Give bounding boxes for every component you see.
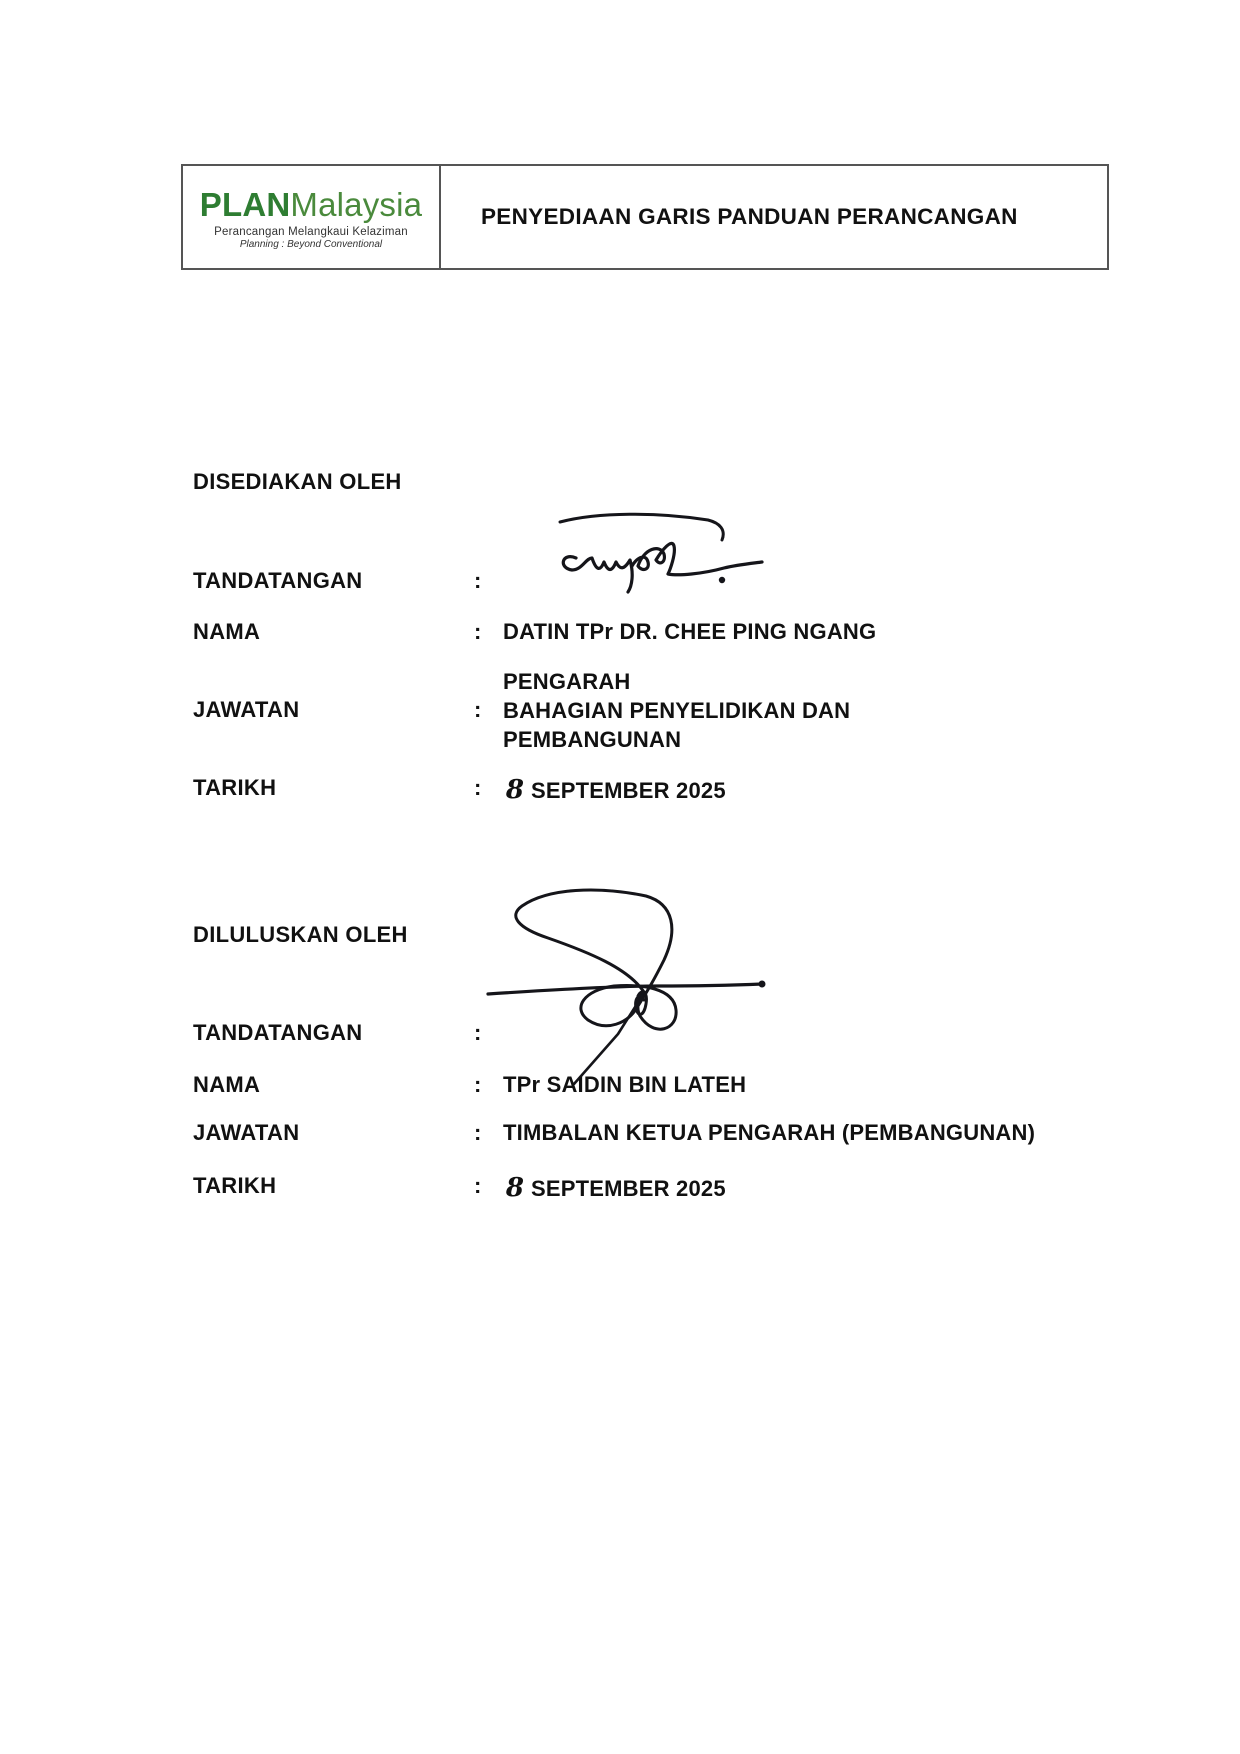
prepared-name-label: NAMA — [193, 619, 261, 644]
signature-dot — [759, 981, 765, 987]
separator-colon: : — [474, 1173, 482, 1198]
signature-dot — [720, 578, 724, 582]
logo-plan-text: PLAN — [199, 186, 291, 223]
signature-stroke — [563, 543, 762, 592]
signature-stroke — [516, 890, 676, 1029]
logo-tagline-english: Planning : Beyond Conventional — [239, 239, 383, 250]
approved-date-label: TARIKH — [193, 1173, 277, 1198]
separator-colon: : — [474, 1020, 482, 1045]
approved-name-row — [193, 1072, 1123, 1112]
logo-wordmark — [200, 188, 422, 221]
planmalaysia-logo — [183, 166, 441, 268]
separator-colon: : — [474, 619, 482, 644]
prepared-position-line: PEMBANGUNAN — [503, 727, 682, 752]
prepared-signature-label: TANDATANGAN — [193, 568, 363, 593]
handwritten-day: 8 — [505, 1173, 525, 1203]
prepared-position-line: PENGARAH — [503, 669, 631, 694]
approved-signature-label: TANDATANGAN — [193, 1020, 363, 1045]
separator-colon: : — [474, 1120, 482, 1145]
prepared-by-heading: DISEDIAKAN OLEH — [193, 469, 402, 494]
approved-date-month-year: SEPTEMBER 2025 — [531, 1176, 726, 1201]
prepared-position — [503, 667, 850, 754]
document-title: PENYEDIAAN GARIS PANDUAN PERANCANGAN — [481, 204, 1018, 229]
approved-position-row — [193, 1120, 1123, 1160]
approved-position-label: JAWATAN — [193, 1120, 300, 1145]
prepared-signature — [548, 508, 778, 604]
approved-name: TPr SAIDIN BIN LATEH — [503, 1072, 747, 1097]
prepared-date-month-year: SEPTEMBER 2025 — [531, 778, 726, 803]
separator-colon: : — [474, 775, 482, 800]
prepared-position-label: JAWATAN — [193, 697, 300, 722]
prepared-date-row — [193, 775, 1123, 815]
logo-malaysia-text: Malaysia — [290, 186, 423, 223]
approved-date-row — [193, 1173, 1123, 1213]
logo-tagline: Perancangan Melangkaui Kelaziman — [214, 226, 408, 238]
document-header — [181, 164, 1109, 270]
approved-position: TIMBALAN KETUA PENGARAH (PEMBANGUNAN) — [503, 1120, 1036, 1145]
handwritten-day: 8 — [505, 775, 525, 805]
approved-name-label: NAMA — [193, 1072, 261, 1097]
prepared-date — [503, 775, 726, 805]
prepared-name: DATIN TPr DR. CHEE PING NGANG — [503, 619, 877, 644]
signature-stroke — [574, 996, 642, 1084]
separator-colon: : — [474, 1072, 482, 1097]
approved-by-heading: DILULUSKAN OLEH — [193, 922, 408, 947]
title-cell — [441, 166, 1107, 268]
separator-colon: : — [474, 697, 482, 722]
approved-signature — [478, 888, 778, 1088]
approved-date — [503, 1173, 726, 1203]
separator-colon: : — [474, 568, 482, 593]
signature-stroke — [560, 514, 723, 540]
prepared-name-row — [193, 619, 1123, 659]
prepared-position-line: BAHAGIAN PENYELIDIKAN DAN — [503, 698, 851, 723]
prepared-date-label: TARIKH — [193, 775, 277, 800]
